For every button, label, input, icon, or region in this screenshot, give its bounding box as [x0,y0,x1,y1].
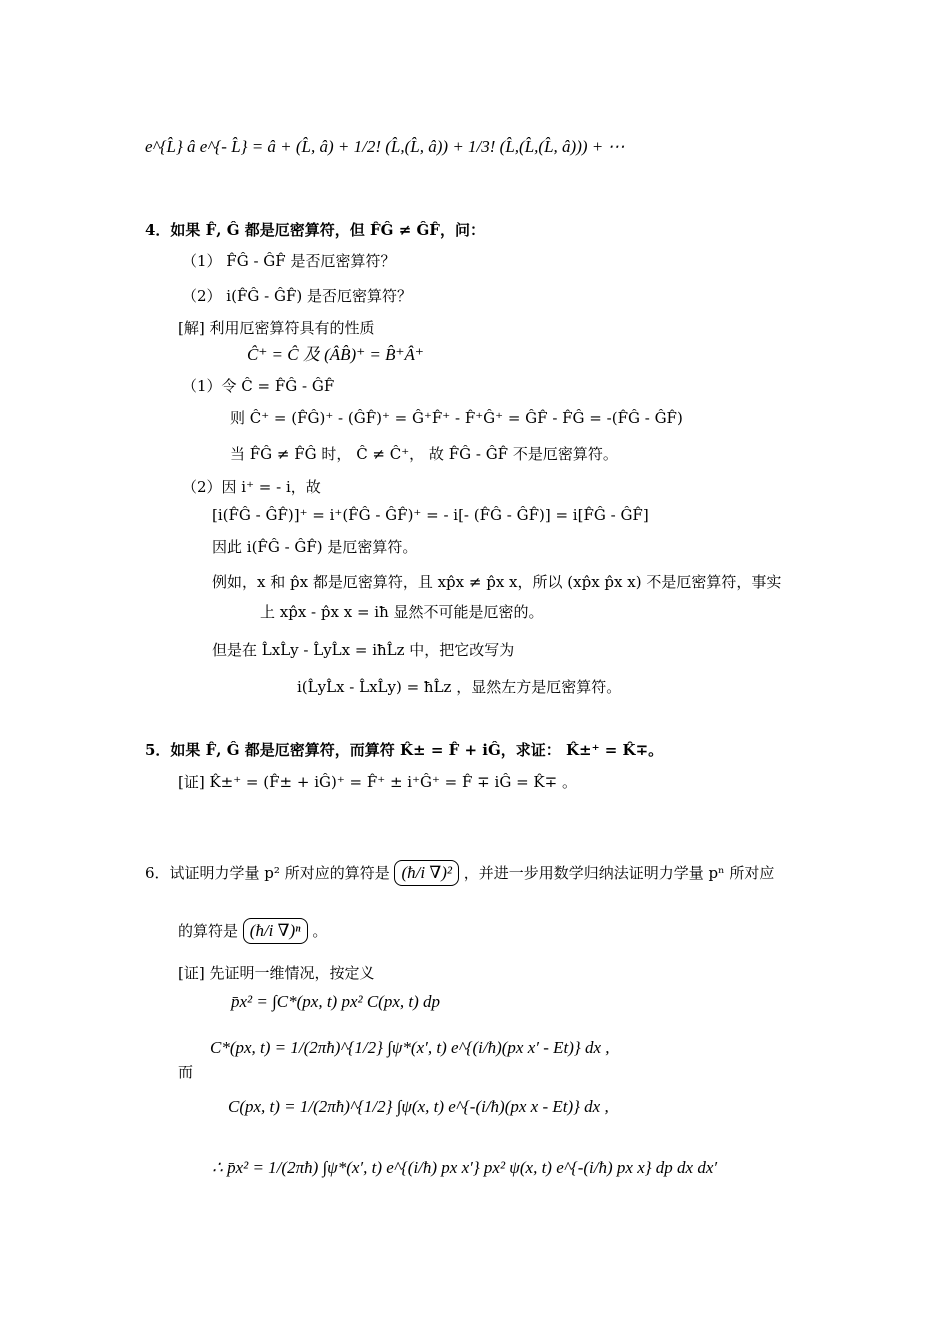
example-line-4: i(L̂yL̂x - L̂xL̂y) = ħL̂z ，显然左方是厄密算符。 [297,678,622,696]
problem-6-line-1 [145,860,774,886]
equation-commutator-expansion: e^{L̂} â e^{- L̂} = â + (L̂, â) + 1/2! (L̂,(L̂, â)) + 1/3! (L̂,(L̂,(L̂, â))) + ⋯ [145,137,625,156]
problem-6-proof-intro: [证] 先证明一维情况，按定义 [178,964,375,982]
problem-6-line-2-pre: 的算符是 [178,922,239,940]
solution-step-1-derivation: 则 Ĉ⁺ = (F̂Ĝ)⁺ - (ĜF̂)⁺ = Ĝ⁺F̂⁺ - F̂⁺Ĝ⁺ = ĜF̂ - F̂Ĝ = -(F̂Ĝ - ĜF̂) [230,409,683,427]
equation-c-star: C*(px, t) = 1/(2πħ)^{1/2} ∫ψ*(x′, t) e^{(i/ħ)(px x′ - Et)} dx , [210,1038,610,1057]
solution-step-2-derivation: [i(F̂Ĝ - ĜF̂)]⁺ = i⁺(F̂Ĝ - ĜF̂)⁺ = - i[- (F̂Ĝ - ĜF̂)] = i[F̂Ĝ - ĜF̂] [212,506,649,524]
problem-6-line-1-pre: 6．试证明力学量 p² 所对应的算符是 [145,864,390,882]
example-line-3: 但是在 L̂xL̂y - L̂yL̂x = iħL̂z 中，把它改写为 [212,641,515,659]
problem-4-question-1: （1） F̂Ĝ - ĜF̂ 是否厄密算符？ [182,252,396,270]
problem-6-line-2-post: 。 [312,922,328,940]
expectation-p-squared: p̄x² = ∫C*(px, t) px² C(px, t) dp [231,992,441,1011]
solution-step-2: （2）因 i⁺ = - i，故 [182,478,321,496]
solution-step-2-conclusion: 因此 i(F̂Ĝ - ĜF̂) 是厄密算符。 [212,538,418,556]
word-er: 而 [178,1063,194,1081]
problem-4-solution-intro: [解] 利用厄密算符具有的性质 [178,319,375,337]
momentum-operator-squared: (ħ/i ∇)² [394,860,459,886]
problem-5-proof: [证] K̂±⁺ = (F̂± + iĜ)⁺ = F̂⁺ ± i⁺Ĝ⁺ = F̂ ∓ iĜ = K̂∓ 。 [178,773,577,791]
hermitian-property-equation: Ĉ⁺ = Ĉ 及 (ÂB̂)⁺ = B̂⁺Â⁺ [247,345,424,364]
example-line-1: 例如，x 和 p̂x 都是厄密算符，且 xp̂x ≠ p̂x x，所以 (xp̂x p̂x x) 不是厄密算符，事实 [212,573,782,591]
equation-expectation-integral: ∴ p̄x² = 1/(2πħ) ∫ψ*(x′, t) e^{(i/ħ) px x′} px² ψ(x, t) e^{-(i/ħ) px x} dp dx dx′ [212,1158,718,1177]
problem-6-line-1-post: ，并进一步用数学归纳法证明力学量 pⁿ 所对应 [463,864,775,882]
solution-step-1: （1）令 Ĉ = F̂Ĝ - ĜF̂ [182,377,335,395]
equation-c: C(px, t) = 1/(2πħ)^{1/2} ∫ψ(x, t) e^{-(i/ħ)(px x - Et)} dx , [228,1097,609,1116]
solution-step-1-conclusion: 当 F̂Ĝ ≠ F̂Ĝ 时， Ĉ ≠ Ĉ⁺， 故 F̂Ĝ - ĜF̂ 不是厄密算符。 [230,445,618,463]
problem-5-title: 5．如果 F̂, Ĝ 都是厄密算符，而算符 K̂± = F̂ + iĜ，求证： K̂±⁺ = K̂∓。 [145,741,664,759]
problem-4-question-2: （2） i(F̂Ĝ - ĜF̂) 是否厄密算符？ [182,287,412,305]
example-line-2: 上 xp̂x - p̂x x = iħ 显然不可能是厄密的。 [260,603,544,621]
momentum-operator-n: (ħ/i ∇)ⁿ [243,918,308,944]
problem-4-title: 4．如果 F̂, Ĝ 都是厄密算符，但 F̂Ĝ ≠ ĜF̂，问： [145,221,485,239]
problem-6-line-2 [178,918,327,944]
